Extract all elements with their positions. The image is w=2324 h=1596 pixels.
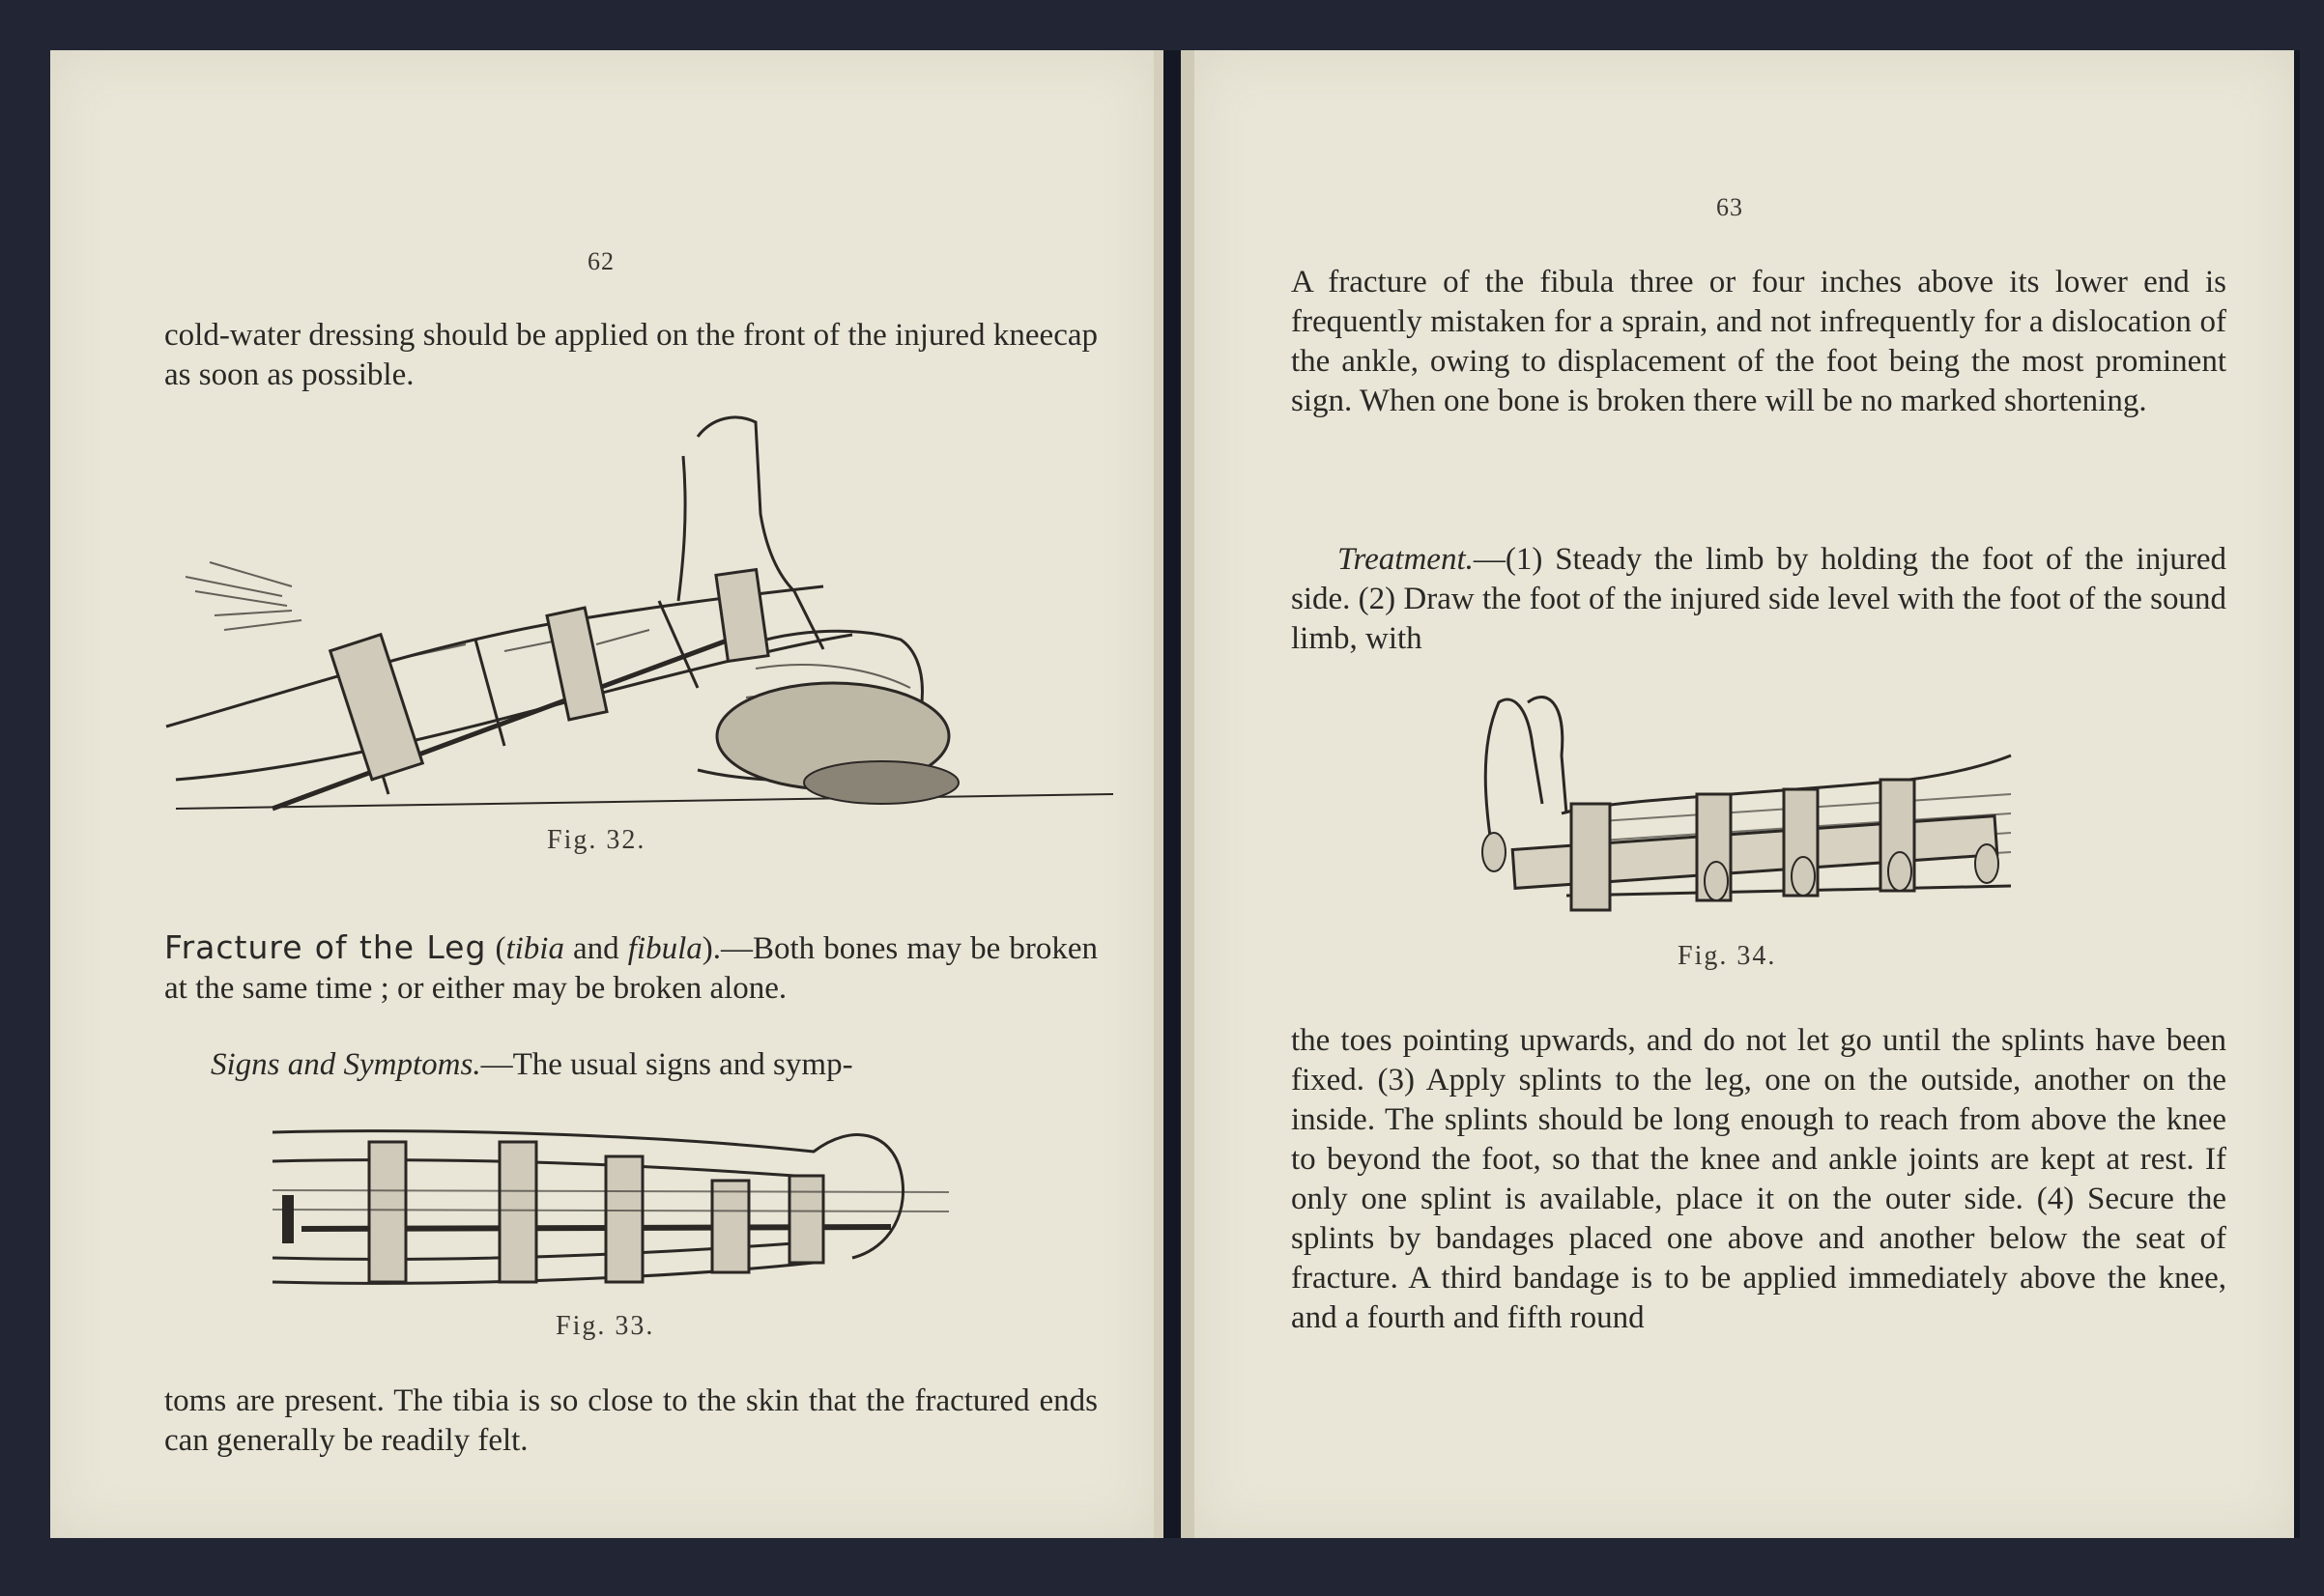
- figure-34-splinted-legs-illustration: [1475, 688, 2016, 920]
- figure-32-caption: Fig. 32.: [547, 825, 646, 855]
- treatment-continued-paragraph: the toes pointing upwards, and do not let go until the splints have been fixed. (3) Apply splints to the leg, one on the outside, another on the inside. The splints should be long enough to reach from above the knee to beyond the foot, so that the knee and ankle joints are kept at rest. If only one splint is available, place it on the outer side. (4) Secure the splints by bandages placed one above and another below the seat of fracture. A third bandage is to be applied immediately above the knee, and a fourth and fifth round: [1291, 1023, 2226, 1335]
- signs-text: —The usual signs and symp-: [480, 1047, 853, 1082]
- signs-paragraph: [164, 1045, 1098, 1085]
- section-body: ).—Both bones may be broken at the same time ; or either may be broken alone.: [164, 931, 1098, 1006]
- figure-33-leg-splint-illustration: [273, 1103, 968, 1297]
- figure-33-caption: Fig. 33.: [556, 1311, 655, 1341]
- treatment-label: Treatment.: [1337, 542, 1474, 577]
- term-tibia: tibia: [505, 931, 564, 966]
- section-and: and: [563, 931, 628, 966]
- section-paren-open: (: [486, 931, 506, 966]
- page-number: 63: [1716, 193, 1743, 221]
- fig33-drawing: [273, 1103, 968, 1297]
- treatment-text: —(1) Steady the limb by holding the foot of the injured side. (2) Draw the foot of the injured side level with the foot of the sound limb, with: [1291, 542, 2226, 656]
- fig32-drawing: [157, 398, 1113, 818]
- fig34-drawing: [1475, 688, 2016, 920]
- left-page: [50, 50, 1163, 1538]
- treatment-paragraph: [1291, 540, 2226, 659]
- closing-paragraph: toms are present. The tibia is so close to the skin that the fractured ends can generally be readily felt.: [164, 1383, 1098, 1458]
- term-fibula: fibula: [627, 931, 703, 966]
- page-number: 62: [588, 247, 615, 275]
- figure-34-caption: Fig. 34.: [1678, 941, 1777, 971]
- section-heading: Fracture of the Leg: [164, 928, 487, 966]
- figure-32-leg-splint-illustration: [157, 398, 1113, 818]
- section-fracture-of-leg: [164, 927, 1098, 1009]
- signs-label: Signs and Symptoms.: [211, 1047, 481, 1082]
- fibula-fracture-paragraph: A fracture of the fibula three or four inches above its lower end is frequently mistaken for a sprain, and not infrequently for a dislocation of the ankle, owing to displacement of the foot being the most prominent sign. When one bone is broken there will be no marked shortening.: [1291, 265, 2226, 418]
- right-page: [1181, 50, 2294, 1538]
- intro-paragraph: cold-water dressing should be applied on the front of the injured kneecap as soon as possible.: [164, 318, 1098, 392]
